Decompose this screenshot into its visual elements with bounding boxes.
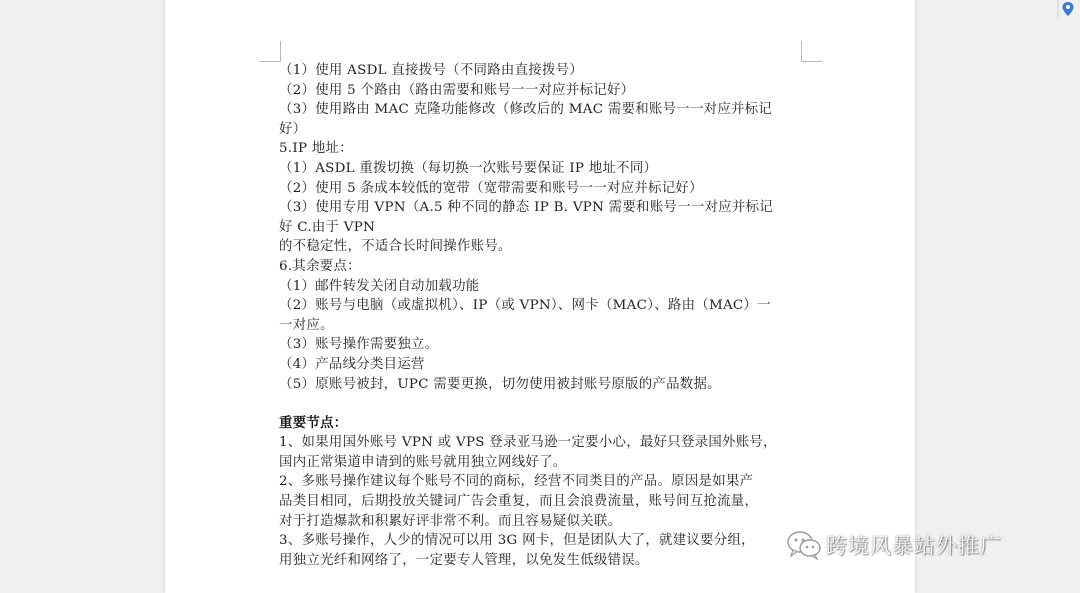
text-line: （1）使用 ASDL 直接拨号（不同路由直接拨号） (279, 63, 584, 78)
document-page (165, 0, 915, 593)
text-line: 1、如果用国外账号 VPN 或 VPS 登录亚马逊一定要小心，最好只登录国外账号， (279, 435, 777, 451)
text-line: 好 C.由于 VPN (279, 219, 376, 235)
blank-line (279, 394, 801, 414)
margin-corner-top-right (801, 41, 822, 62)
text-line: 2、多账号操作建议每个账号不同的商标，经营不同类目的产品。原因是如果产 (279, 474, 754, 490)
watermark (786, 528, 1002, 562)
text-line: 用独立光纤和网络了，一定要专人管理，以免发生低级错误。 (279, 552, 649, 568)
text-line: 一对应。 (279, 317, 334, 333)
text-line: 3、多账号操作，人少的情况可以用 3G 网卡，但是团队大了，就建议要分组， (279, 533, 755, 549)
text-line: 品类目相同，后期投放关键词广告会重复，而且会浪费流量，账号间互抢流量， (279, 494, 759, 510)
text-line: （2）使用 5 条成本较低的宽带（宽带需要和账号一一对应并标记好） (279, 180, 703, 196)
text-line: （5）原账号被封，UPC 需要更换，切勿使用被封账号原版的产品数据。 (279, 376, 721, 392)
text-line: （3）使用专用 VPN（A.5 种不同的静态 IP B. VPN 需要和账号一一对应并标记 (279, 200, 773, 216)
text-line: （3）账号操作需要独立。 (279, 337, 439, 353)
text-line: 6.其余要点： (279, 258, 361, 274)
watermark-text: 跨境风暴站外推广 (826, 534, 1002, 558)
text-line: （1）邮件转发关闭自动加载功能 (279, 278, 480, 294)
text-line: （2）账号与电脑（或虚拟机）、IP（或 VPN）、网卡（MAC）、路由（MAC）一 (279, 298, 771, 314)
text-line: 5.IP 地址： (279, 141, 353, 157)
wechat-icon (786, 530, 822, 560)
document-body[interactable] (279, 61, 801, 570)
section-heading: 重要节点： (279, 414, 348, 431)
text-line: （3）使用路由 MAC 克隆功能修改（修改后的 MAC 需要和账号一一对应并标记 (279, 102, 773, 118)
text-line: （1）ASDL 重拨切换（每切换一次账号要保证 IP 地址不同） (279, 160, 658, 176)
text-line: 对于打造爆款和积累好评非常不利。而且容易疑似关联。 (279, 513, 622, 529)
location-pin-icon[interactable] (1057, 0, 1077, 18)
margin-corner-top-left (260, 41, 281, 62)
text-line: 的不稳定性，不适合长时间操作账号。 (279, 239, 512, 255)
text-line: （4）产品线分类目运营 (279, 356, 425, 372)
text-line: （2）使用 5 个路由（路由需要和账号一一对应并标记好） (279, 82, 635, 98)
text-line: 好） (279, 121, 307, 137)
text-line: 国内正常渠道申请到的账号就用独立网线好了。 (279, 454, 567, 470)
